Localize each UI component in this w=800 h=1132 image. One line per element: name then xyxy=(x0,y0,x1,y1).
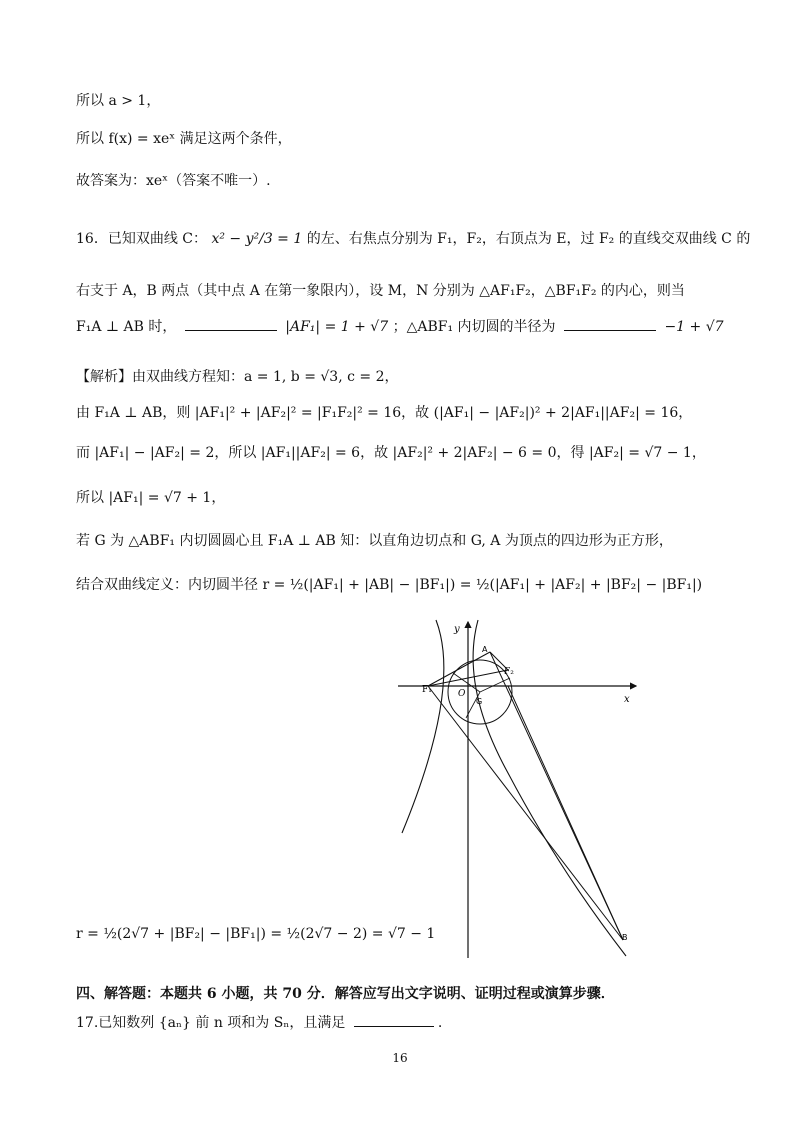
answer-1: |AF₁| = 1 + √7 xyxy=(285,319,389,335)
solution-line-3: 而 |AF₁| − |AF₂| = 2，所以 |AF₁||AF₂| = 6，故 |AF₂|² + 2|AF₂| − 6 = 0，得 |AF₂| = √7 − 1， xyxy=(76,445,706,461)
line-2: 所以 f(x) = xeˣ 满足这两个条件， xyxy=(76,131,292,147)
right-branch xyxy=(473,620,626,956)
answer-blank-3 xyxy=(354,1026,434,1027)
q16-second-part: ；△ABF₁ 内切圆的半径为 xyxy=(392,319,556,335)
page-number: 16 xyxy=(392,1051,408,1065)
q17-text: 17.已知数列 {aₙ} 前 n 项和为 Sₙ，且满足 xyxy=(76,1015,346,1031)
answer-blank-2 xyxy=(564,330,656,331)
label-A: A xyxy=(482,645,488,654)
left-branch xyxy=(402,620,444,833)
line-3: 故答案为：xeˣ（答案不唯一）. xyxy=(76,173,271,189)
q16-rest: 的左、右焦点分别为 F₁，F₂，右顶点为 E，过 F₂ 的直线交双曲线 C 的 xyxy=(306,231,751,247)
hyperbola-equation: x² − y²/3 = 1 xyxy=(211,231,303,247)
answer-blank-1 xyxy=(185,330,277,331)
q16-prefix: 16．已知双曲线 C： xyxy=(76,231,207,247)
solution-line-5: 若 G 为 △ABF₁ 内切圆圆心且 F₁A ⊥ AB 知：以直角边切点和 G, A 为顶点的四边形为正方形， xyxy=(76,533,673,549)
label-B: B xyxy=(622,933,628,942)
answer-2: −1 + √7 xyxy=(664,319,724,335)
solution-line-4: 所以 |AF₁| = √7 + 1， xyxy=(76,490,226,506)
label-F1: F₁ xyxy=(422,685,432,695)
section-heading: 四、解答题：本题共 6 小题，共 70 分．解答应写出文字说明、证明过程或演算步骤． xyxy=(76,986,615,1002)
solution-line-2: 由 F₁A ⊥ AB，则 |AF₁|² + |AF₂|² = |F₁F₂|² = 16，故 (|AF₁| − |AF₂|)² + 2|AF₁||AF₂| = 16， xyxy=(76,405,693,421)
question-17: 17.已知数列 {aₙ} 前 n 项和为 Sₙ，且满足 . xyxy=(76,1015,443,1031)
question-16-line-2: 右支于 A，B 两点（其中点 A 在第一象限内），设 M，N 分别为 △AF₁F₂，△BF₁F₂ 的内心，则当 xyxy=(76,283,685,299)
question-16-line-3 xyxy=(76,316,724,336)
solution-line-1: 【解析】由双曲线方程知：a = 1, b = √3, c = 2， xyxy=(76,369,399,385)
solution-line-6: 结合双曲线定义：内切圆半径 r = ½(|AF₁| + |AB| − |BF₁|) = ½(|AF₁| + |AF₂| + |BF₂| − |BF₁|) xyxy=(76,577,703,593)
label-y: y xyxy=(454,624,460,635)
label-O: O xyxy=(458,689,466,699)
label-G: G xyxy=(476,697,483,706)
label-F2: F₂ xyxy=(504,667,514,677)
solution-line-7: r = ½(2√7 + |BF₂| − |BF₁|) = ½(2√7 − 2) = √7 − 1 xyxy=(76,926,436,942)
label-x: x xyxy=(624,694,630,705)
question-16-line-1 xyxy=(76,228,750,248)
line-1: 所以 a > 1， xyxy=(76,93,161,109)
q16-condition: F₁A ⊥ AB 时， xyxy=(76,319,177,335)
hyperbola-figure xyxy=(398,618,658,963)
